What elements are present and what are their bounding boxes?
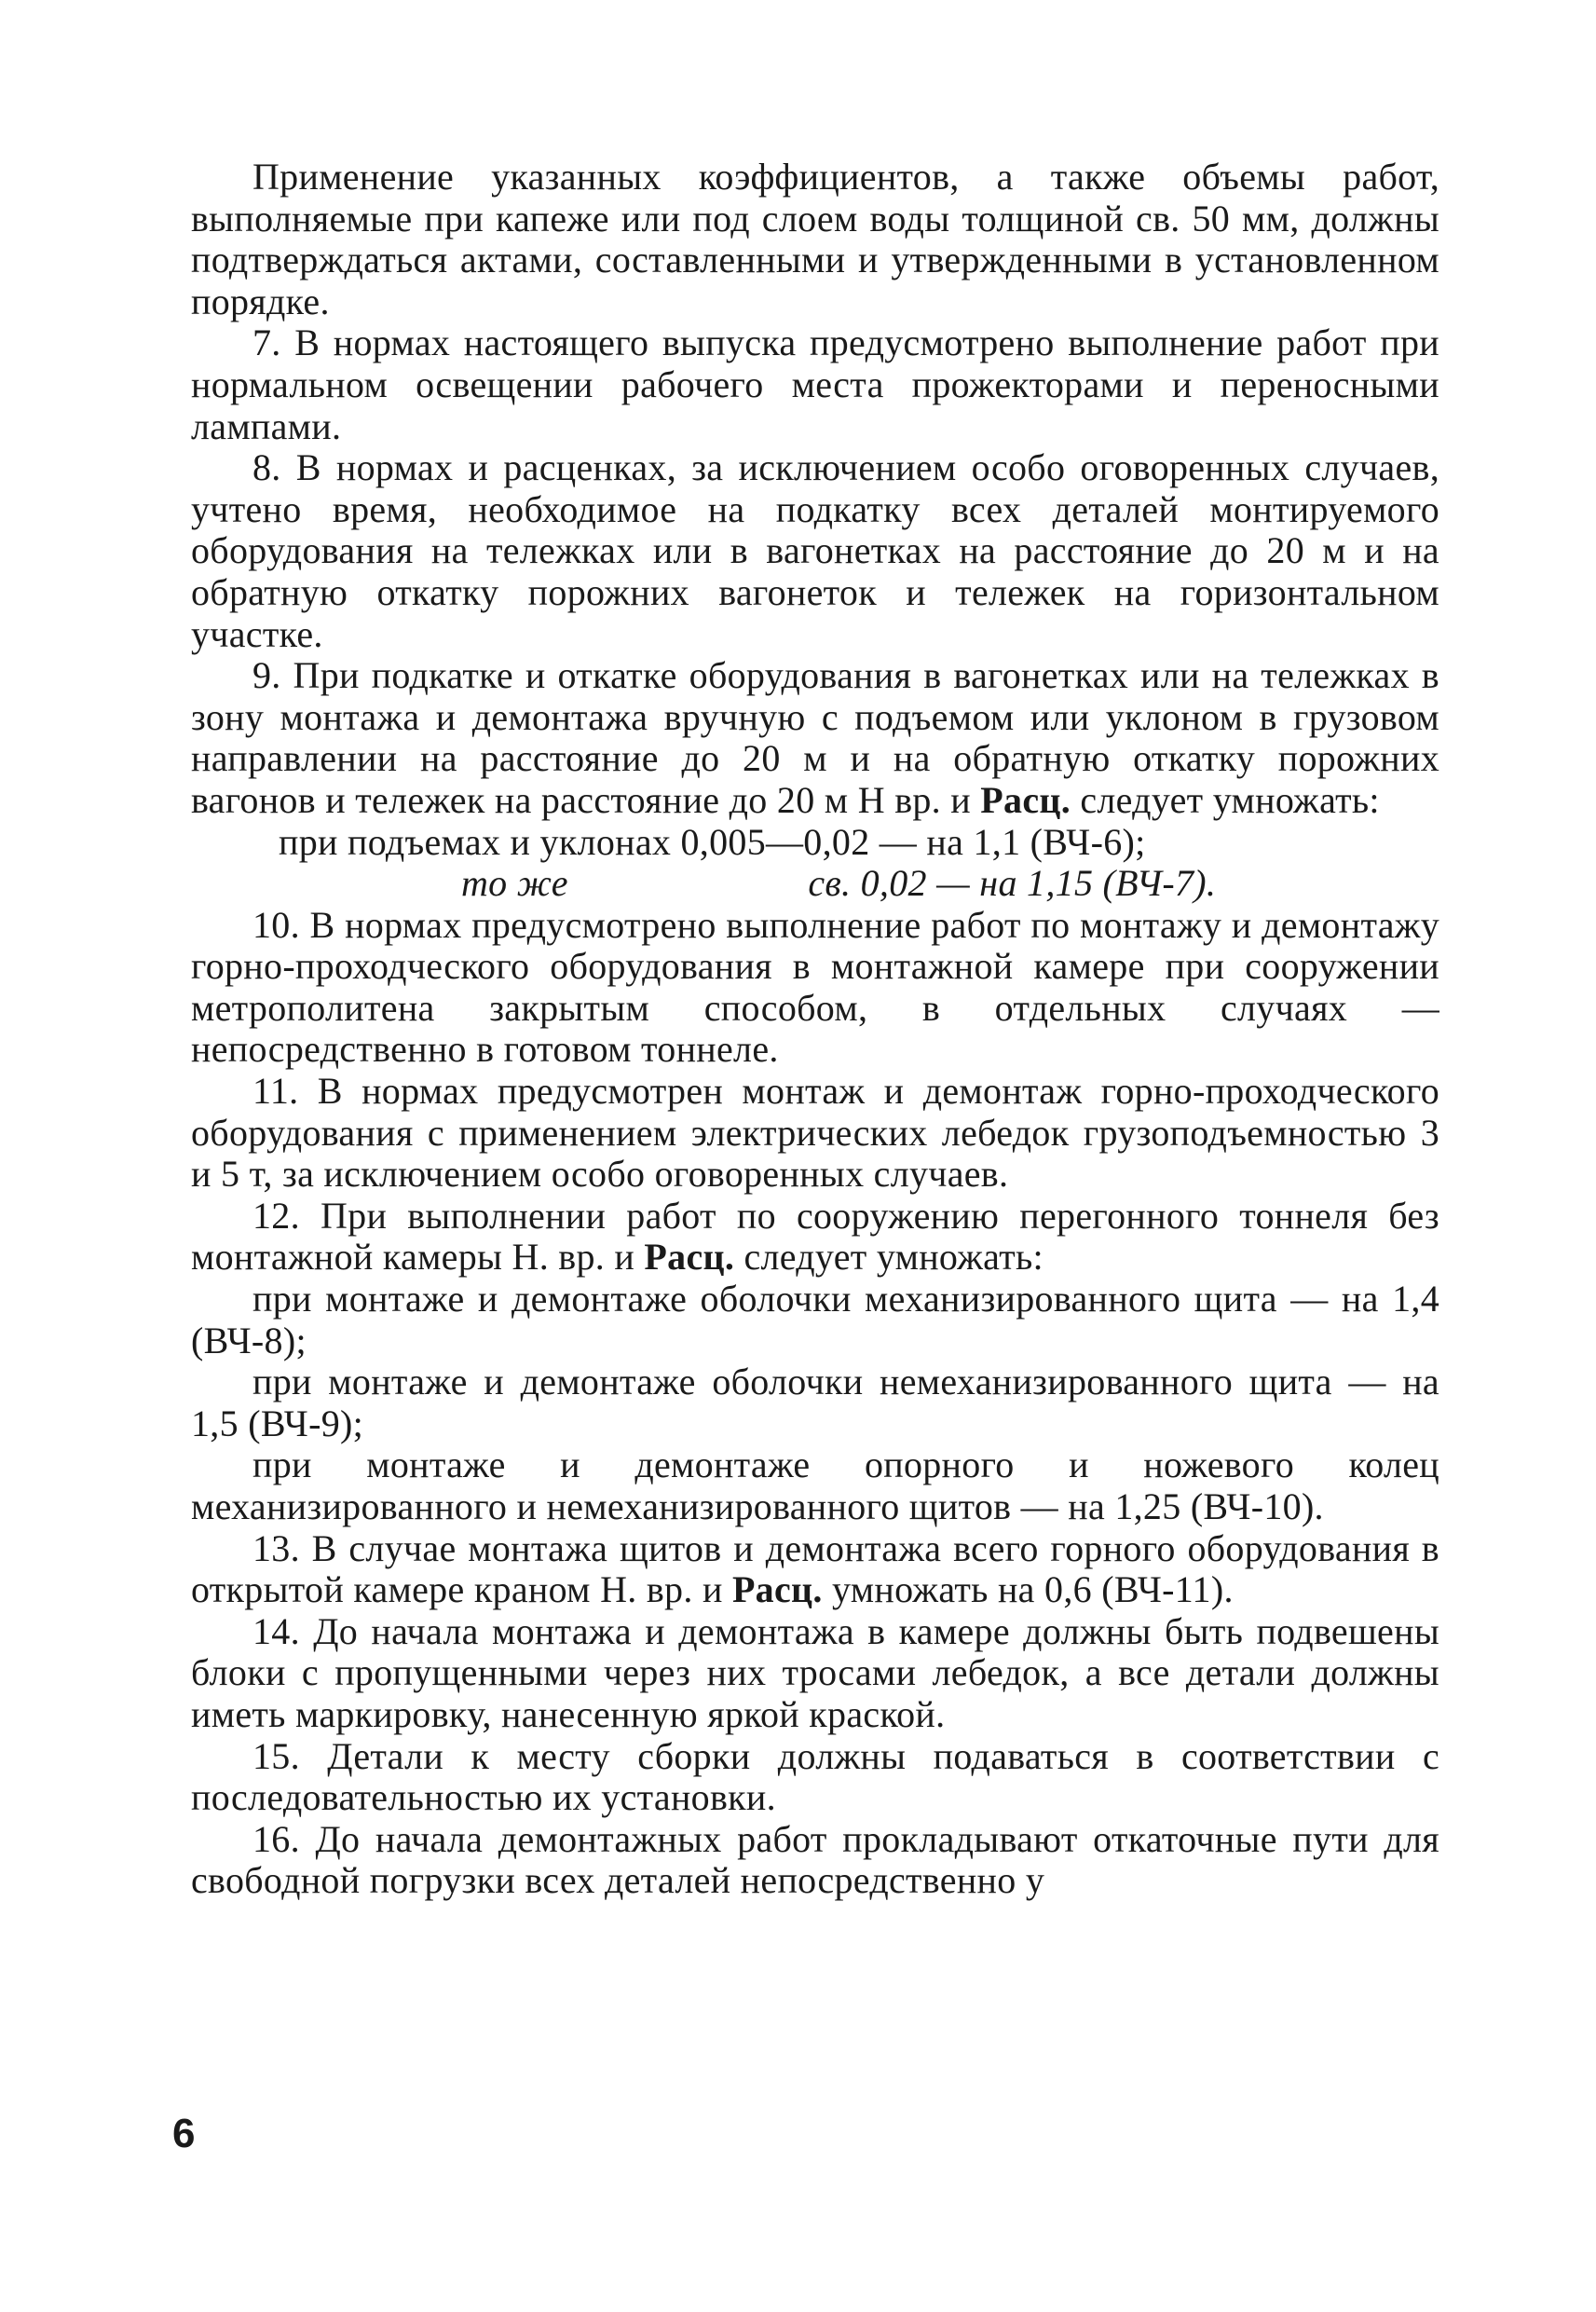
paragraph-12-item-b: при монтаже и демонтаже оболочки немеханизированного щита — на 1,5 (ВЧ-9); xyxy=(191,1361,1439,1444)
paragraph-13 xyxy=(191,1528,1439,1611)
paragraph-9-coefficient-line-2: то же св. 0,02 — на 1,15 (ВЧ-7). xyxy=(461,862,1217,905)
paragraph-7: 7. В нормах настоящего выпуска предусмотрено выполнение работ при нормальном освещении рабочего места прожекторами и переносными лампами. xyxy=(191,321,1439,447)
paragraph-13-text-before: 13. В случае монтажа щитов и демонтажа всего горного оборудования в открытой камере краном Н. вр. и xyxy=(191,1526,1439,1611)
body-text xyxy=(191,157,1439,1902)
paragraph-11: 11. В нормах предусмотрен монтаж и демонтаж горно-проходческого оборудования с применением электрических лебедок грузоподъемностью 3 и 5 т, за исключением особо оговоренных случаев. xyxy=(191,1070,1439,1196)
page-number: 6 xyxy=(172,2111,196,2156)
paragraph-16: 16. До начала демонтажных работ прокладывают откаточные пути для свободной погрузки всех деталей непосредственно у xyxy=(191,1817,1439,1902)
paragraph-12-item-a: при монтаже и демонтаже оболочки механизированного щита — на 1,4 (ВЧ-8); xyxy=(191,1278,1439,1361)
paragraph-13-text-after: умножать на 0,6 (ВЧ-11). xyxy=(822,1568,1234,1611)
paragraph-13-bold-rasc: Расц. xyxy=(731,1568,823,1611)
paragraph-9-text-after: следует умножать: xyxy=(1071,778,1380,821)
paragraph-12-text-after: следует умножать: xyxy=(734,1236,1044,1279)
paragraph-12-bold-rasc: Расц. xyxy=(644,1236,735,1279)
paragraph-15: 15. Детали к месту сборки должны подаваться в соответствии с последовательностью их установки. xyxy=(191,1734,1439,1819)
paragraph-9-coefficient-line-1: при подъемах и уклонах 0,005—0,02 — на 1,1 (ВЧ-6); xyxy=(279,820,1146,863)
paragraph-12-text-before: 12. При выполнении работ по сооружению перегонного тоннеля без монтажной камеры Н. вр. и xyxy=(191,1194,1439,1279)
paragraph-8: 8. В нормах и расценках, за исключением особо оговоренных случаев, учтено время, необходимое на подкатку всех деталей монтируемого оборудования на тележках или в вагонетках на расстояние до 20 м и на обратную откатку порожних вагонеток и тележек на горизонтальном участке. xyxy=(191,446,1439,655)
paragraph-9-bold-rasc: Расц. xyxy=(980,778,1071,821)
paragraph-9-text-before: 9. При подкатке и откатке оборудования в вагонетках или на тележках в зону монтажа и демонтажа вручную с подъемом или уклоном в грузовом направлении на расстояние до 20 м и на обратную откатку порожних вагонов и тележек на расстояние до 20 м Н вр. и xyxy=(191,654,1439,821)
paragraph-9 xyxy=(191,655,1439,821)
paragraph-10: 10. В нормах предусмотрено выполнение работ по монтажу и демонтажу горно-проходческого оборудования в монтажной камере при сооружении метрополитена закрытым способом, в отдельных случаях — непосредственно в готовом тоннеле. xyxy=(191,903,1439,1071)
paragraph-14: 14. До начала монтажа и демонтажа в камере должны быть подвешены блоки с пропущенными через них тросами лебедок, а все детали должны иметь маркировку, нанесенную яркой краской. xyxy=(191,1609,1439,1735)
paragraph-12-item-c: при монтаже и демонтаже опорного и ножевого колец механизированного и немеханизированного щитов — на 1,25 (ВЧ-10). xyxy=(191,1443,1439,1527)
paragraph-12 xyxy=(191,1196,1439,1279)
paragraph-intro: Применение указанных коэффициентов, а также объемы работ, выполняемые при капеже или под слоем воды толщиной св. 50 мм, должны подтверждаться актами, составленными и утвержденными в установленном порядке. xyxy=(191,156,1439,322)
